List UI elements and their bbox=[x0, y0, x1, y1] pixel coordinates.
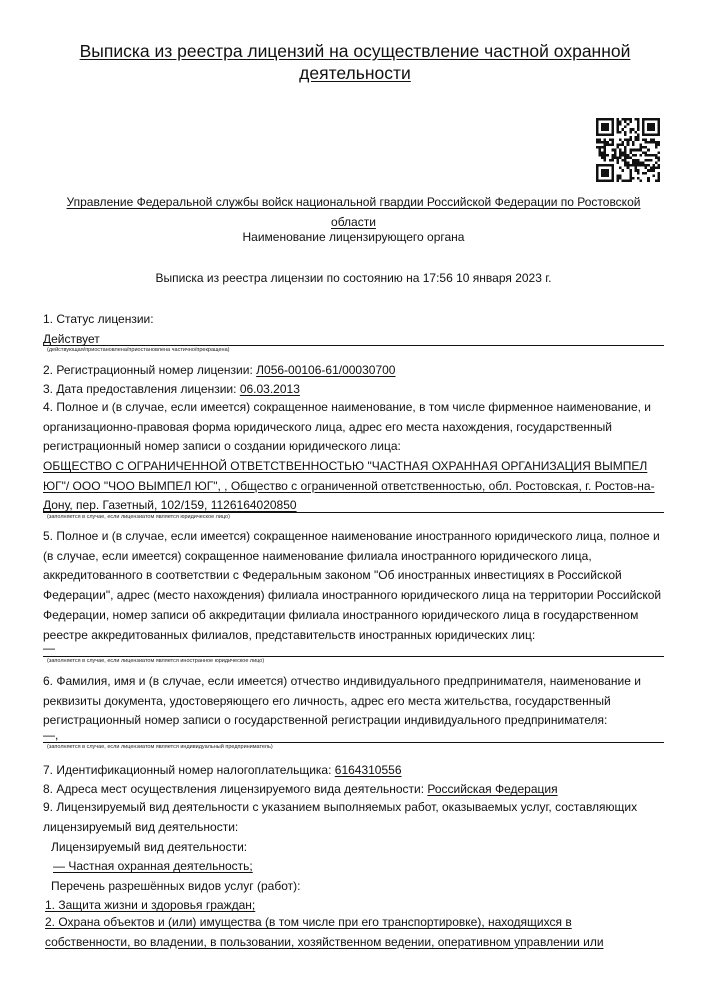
activity-sub-label: Лицензируемый вид деятельности: bbox=[51, 840, 248, 854]
status-underline bbox=[43, 345, 664, 346]
issue-date-value: 06.03.2013 bbox=[239, 382, 300, 396]
status-value: Действует bbox=[43, 332, 100, 346]
activity-value: — Частная охранная деятельность; bbox=[53, 859, 253, 873]
service-item-2: 2. Охрана объектов и (или) имущества (в том числе при его транспортировке), находящихся в собственности, во владении, в пользовании, хозяйственном ведении, оперативном управлении или bbox=[45, 915, 604, 949]
authority-name: Управление Федеральной службы войск национальной гвардии Российской Федерации по Ростовской области bbox=[66, 195, 641, 229]
reg-number-value: Л056-00106-61/00030700 bbox=[256, 363, 396, 377]
individual-caption: (заполняется в случае, если лицензиатом является индивидуальный предприниматель) bbox=[47, 744, 273, 750]
status-label: 1. Статус лицензии: bbox=[43, 312, 154, 326]
legal-entity-caption: (заполняется в случае, если лицензиатом является юридическое лицо) bbox=[47, 514, 230, 520]
legal-entity-label: 4. Полное и (в случае, если имеется) сокращенное наименование, в том числе фирменное наименование, и организационно-правовая форма юридического лица, адрес его места нахождения, государственный регистрационный номер записи о создании юридического лица: bbox=[43, 400, 651, 454]
foreign-entity-value: — bbox=[43, 641, 55, 655]
inn-value: 6164310556 bbox=[334, 763, 402, 777]
status-caption: (действующая/приостановлена/приостановлена частично/прекращена) bbox=[47, 347, 230, 353]
address-label: 8. Адреса мест осуществления лицензируемого вида деятельности: bbox=[43, 782, 428, 796]
document-title: Выписка из реестра лицензий на осуществление частной охранной деятельности bbox=[79, 41, 631, 83]
issue-date-label: 3. Дата предоставления лицензии: bbox=[43, 382, 240, 396]
individual-value: —, bbox=[43, 728, 59, 742]
authority-caption: Наименование лицензирующего органа bbox=[242, 230, 465, 244]
address-value: Российская Федерация bbox=[427, 782, 558, 796]
inn-row bbox=[43, 763, 402, 778]
address-row bbox=[43, 782, 558, 797]
services-label: Перечень разрешённых видов услуг (работ): bbox=[51, 879, 301, 893]
legal-entity-underline bbox=[43, 512, 664, 513]
service-item-1: 1. Защита жизни и здоровья граждан; bbox=[45, 898, 256, 912]
foreign-entity-underline bbox=[43, 656, 664, 657]
individual-underline bbox=[43, 742, 664, 743]
statement-date: Выписка из реестра лицензии по состоянию на 17:56 10 января 2023 г. bbox=[155, 271, 552, 285]
foreign-entity-caption: (заполняется в случае, если лицензиатом является иностранное юридическое лицо) bbox=[47, 658, 265, 664]
inn-label: 7. Идентификационный номер налогоплательщика: bbox=[43, 763, 335, 777]
activity-label: 9. Лицензируемый вид деятельности с указанием выполняемых работ, оказываемых услуг, составляющих лицензируемый вид деятельности: bbox=[43, 800, 638, 834]
reg-number-row bbox=[43, 363, 395, 378]
foreign-entity-label: 5. Полное и (в случае, если имеется) сокращенное наименование иностранного юридического лица, полное и (в случае, если имеется) сокращенное наименование филиала иностранного юридического лица, аккредитованного в соответствии с Федеральным законом "Об иностранных инвестициях в Российской Федерации", адрес (место нахождения) филиала иностранного юридического лица на территории Российской Федерации, номер записи об аккредитации филиала иностранного юридического лица в государственном реестре аккредитованных филиалов, представительств иностранных юридических лиц: bbox=[43, 529, 662, 642]
legal-entity-value: ОБЩЕСТВО С ОГРАНИЧЕННОЙ ОТВЕТСТВЕННОСТЬЮ "ЧАСТНАЯ ОХРАННАЯ ОРГАНИЗАЦИЯ ВЫМПЕЛ ЮГ"/ ООО "ЧОО ВЫМПЕЛ ЮГ", , Общество с ограниченной ответственностью, обл. Ростовская, г. Ростов-на-Дону, пер. Газетный, 102/159, 1126164020850 bbox=[43, 459, 655, 513]
issue-date-row bbox=[43, 382, 300, 397]
reg-number-label: 2. Регистрационный номер лицензии: bbox=[43, 363, 257, 377]
individual-label: 6. Фамилия, имя и (в случае, если имеется) отчество индивидуального предпринимателя, наименование и реквизиты документа, удостоверяющего его личность, адрес его места жительства, государственный регистрационный номер записи о государственной регистрации индивидуального предпринимателя: bbox=[43, 674, 641, 728]
qr-code-icon bbox=[596, 118, 660, 182]
